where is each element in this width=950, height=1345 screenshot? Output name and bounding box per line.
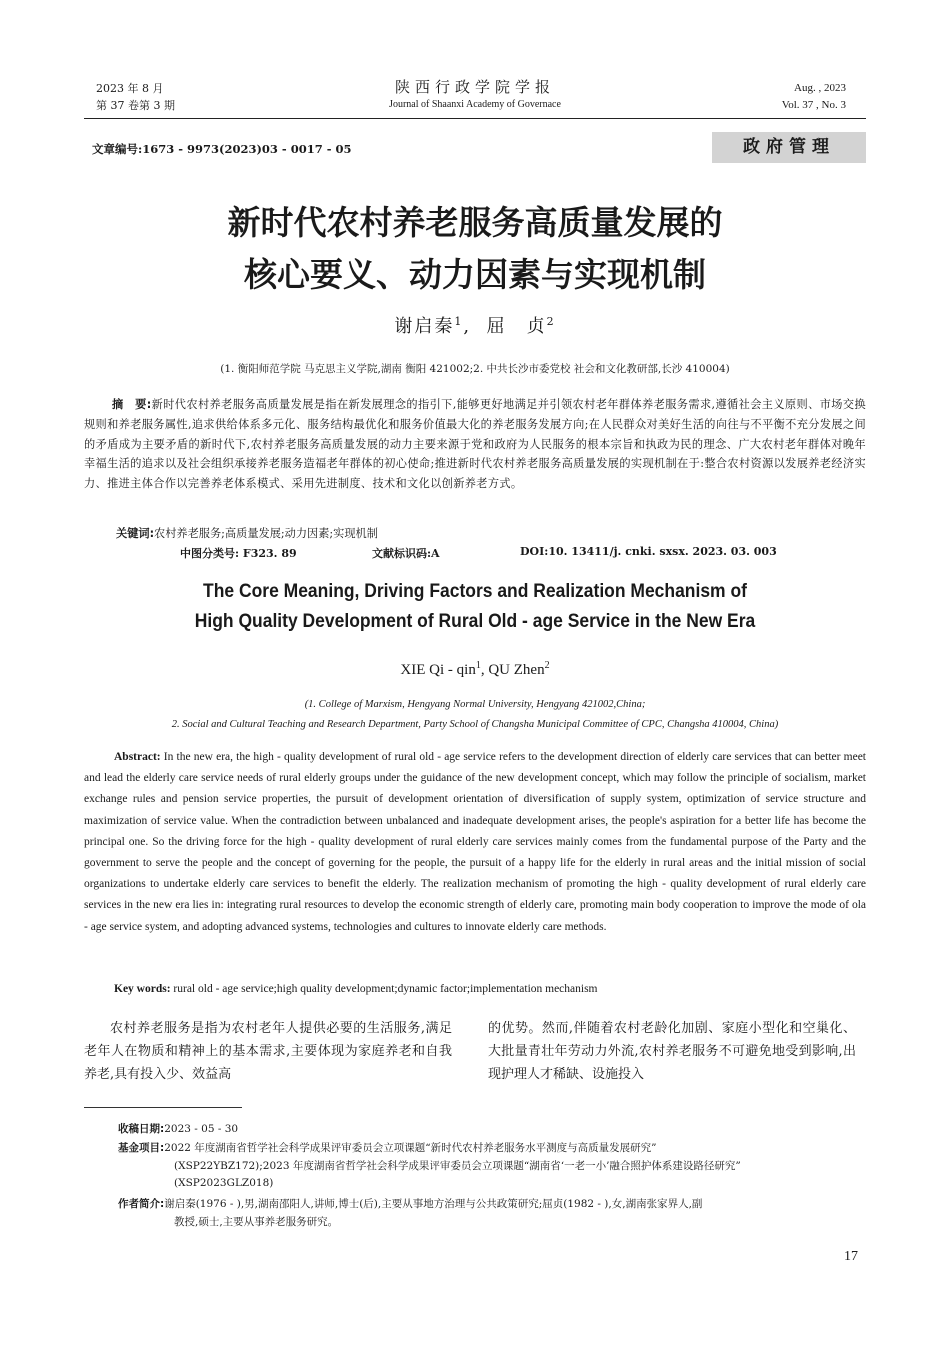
author-bio-line1: 谢启秦(1976 - ),男,湖南邵阳人,讲师,博士(后),主要从事地方治理与公共政策研究;屈贞(1982 - ),女,湖南张家界人,副 bbox=[164, 1198, 703, 1210]
affiliation-cn: (1. 衡阳师范学院 马克思主义学院,湖南 衡阳 421002;2. 中共长沙市委党校 社会和文化教研部,长沙 410004) bbox=[220, 363, 730, 375]
body-column-left: 农村养老服务是指为农村老年人提供必要的生活服务,满足老年人在物质和精神上的基本需求,主要体现为家庭养老和自我养老,具有投入少、效益高 bbox=[84, 1021, 452, 1082]
keywords-cn bbox=[116, 525, 378, 541]
issue-date-cn: 2023 年 8 月 bbox=[96, 82, 164, 95]
abstract-cn bbox=[84, 395, 866, 494]
document-code: 文献标识码:A bbox=[372, 547, 440, 560]
volume-cn: 第 37 卷第 3 期 bbox=[96, 99, 175, 112]
keywords-en bbox=[114, 983, 598, 995]
author-en-separator: , bbox=[480, 662, 485, 678]
received-label: 收稿日期: bbox=[118, 1123, 165, 1135]
author-2-en: QU Zhen bbox=[488, 662, 545, 678]
author-2-sup: 2 bbox=[546, 315, 556, 328]
keywords-cn-label: 关键词: bbox=[116, 527, 155, 540]
authors-cn bbox=[0, 312, 950, 338]
issue-date-en: Aug. , 2023 bbox=[794, 82, 846, 94]
author-2-cn: 屈 贞 bbox=[486, 316, 547, 337]
section-tag: 政府管理 bbox=[712, 132, 866, 163]
volume-en: Vol. 37 , No. 3 bbox=[781, 99, 846, 111]
abstract-en-text: In the new era, the high - quality development of rural old - age service refers to the development direction of elderly care services that can better meet and lead the elderly care service needs of rural elderly groups under the guidance of the new development concept, which may follow the principle of socialism, market exchange rules and pension service properties, the pursuit of development orientation of diversification of supply system, optimization of service structure and maximization of service value. When the contradiction between unbalanced and inadequate development arises, the people's aspiration for a better life has become the principal one. So the driving force for the high - quality development of rural elderly care services mainly comes from the fundamental purpose of the Party and the government to serve the people and the concept of governing for the people, the pursuit of a happy life for the elderly in rural areas and the initial mission of social organizations to undertake elderly care services to benefit the elderly. The realization mechanism of promoting the high - quality development of rural elderly care services in the new era lies in: integrating rural resources to develop the economic strength of elderly care, promoting main body cooperation to improve the mode of ola - age service system, and adopting advanced systems, technologies and cultures to innovate elderly care methods. bbox=[84, 751, 866, 933]
author-2-en-sup: 2 bbox=[544, 660, 550, 671]
abstract-en bbox=[84, 747, 866, 938]
journal-title-en: Journal of Shaanxi Academy of Governace bbox=[389, 99, 561, 110]
affiliation-en-line1: (1. College of Marxism, Hengyang Normal University, Hengyang 421002,China; bbox=[304, 699, 646, 710]
author-1-cn: 谢启秦 bbox=[394, 316, 455, 337]
page-number: 17 bbox=[844, 1249, 858, 1264]
fund-line1: 2022 年度湖南省哲学社会科学成果评审委员会立项课题“新时代农村养老服务水平测度与高质量发展研究” bbox=[164, 1142, 657, 1154]
authors-en bbox=[0, 660, 950, 679]
article-number: 文章编号:1673 - 9973(2023)03 - 0017 - 05 bbox=[92, 142, 352, 156]
doi: DOI:10. 13411/j. cnki. sxsx. 2023. 03. 003 bbox=[520, 545, 777, 558]
abstract-cn-text: 新时代农村养老服务高质量发展是指在新发展理念的指引下,能够更好地满足并引领农村老年群体养老服务需求,遵循社会主义原则、市场交换规则和养老服务属性,追求供给体系多元化、服务结构最优化和服务价值最大化的养老服务发展方向;在人民群众对美好生活的向往与不平衡不充分发展之间的矛盾成为主要矛盾的新时代下,农村养老服务高质量发展的动力主要来源于党和政府为人民服务的根本宗旨和执政为民的理念、广大农村老年群体对晚年幸福生活的追求以及社会组织承接养老服务造福老年群体的初心使命;推进新时代农村养老服务高质量发展的实现机制在于:整合农村资源以发展养老经济实力、推进主体合作以完善养老体系模式、采用先进制度、技术和文化以创新养老方式。 bbox=[84, 398, 866, 491]
title-cn-line1: 新时代农村养老服务高质量发展的 bbox=[227, 203, 723, 242]
header-rule bbox=[84, 118, 866, 119]
title-cn-line2: 核心要义、动力因素与实现机制 bbox=[244, 255, 706, 294]
author-1-en: XIE Qi - qin bbox=[400, 662, 476, 678]
abstract-cn-label: 摘 要: bbox=[112, 398, 152, 411]
received-date: 2023 - 05 - 30 bbox=[164, 1123, 239, 1135]
author-bio-label: 作者简介: bbox=[118, 1198, 165, 1210]
footnote-fund bbox=[118, 1140, 868, 1193]
clc-number: 中图分类号: F323. 89 bbox=[180, 547, 297, 560]
title-en-line2: High Quality Development of Rural Old - age Service in the New Era bbox=[194, 611, 756, 632]
journal-title-cn: 陕西行政学院学报 bbox=[394, 78, 555, 96]
keywords-cn-text: 农村养老服务;高质量发展;动力因素;实现机制 bbox=[154, 527, 378, 540]
affiliation-en-line2: 2. Social and Cultural Teaching and Research Department, Party School of Changsha Municipal Committee of CPC, Changsha 410004, China) bbox=[171, 719, 779, 730]
author-bio-line2: 教授,硕士,主要从事养老服务研究。 bbox=[174, 1215, 339, 1228]
fund-label: 基金项目: bbox=[118, 1142, 165, 1154]
keywords-en-label: Key words: bbox=[114, 983, 171, 995]
author-1-en-sup: 1 bbox=[475, 660, 481, 671]
title-en-line1: The Core Meaning, Driving Factors and Realization Mechanism of bbox=[203, 581, 747, 602]
author-separator: , bbox=[463, 316, 472, 337]
footnote-rule bbox=[84, 1107, 242, 1108]
fund-line2: (XSP22YBZ172);2023 年度湖南省哲学社会科学成果评审委员会立项课题“湖南省‘一老一小’融合照护体系建设路径研究” bbox=[174, 1159, 741, 1172]
footnote-received bbox=[118, 1121, 868, 1139]
footnote-author bbox=[118, 1196, 868, 1231]
header-right bbox=[782, 80, 846, 114]
abstract-en-label: Abstract: bbox=[114, 751, 161, 763]
fund-line3: (XSP2023GLZ018) bbox=[174, 1177, 274, 1189]
body-column-right: 的优势。然而,伴随着农村老龄化加剧、家庭小型化和空巢化、大批量青壮年劳动力外流,农村养老服务不可避免地受到影响,出现护理人才稀缺、设施投入 bbox=[488, 1021, 856, 1082]
keywords-en-text: rural old - age service;high quality development;dynamic factor;implementation mechanism bbox=[173, 983, 598, 995]
author-1-sup: 1 bbox=[454, 315, 464, 328]
